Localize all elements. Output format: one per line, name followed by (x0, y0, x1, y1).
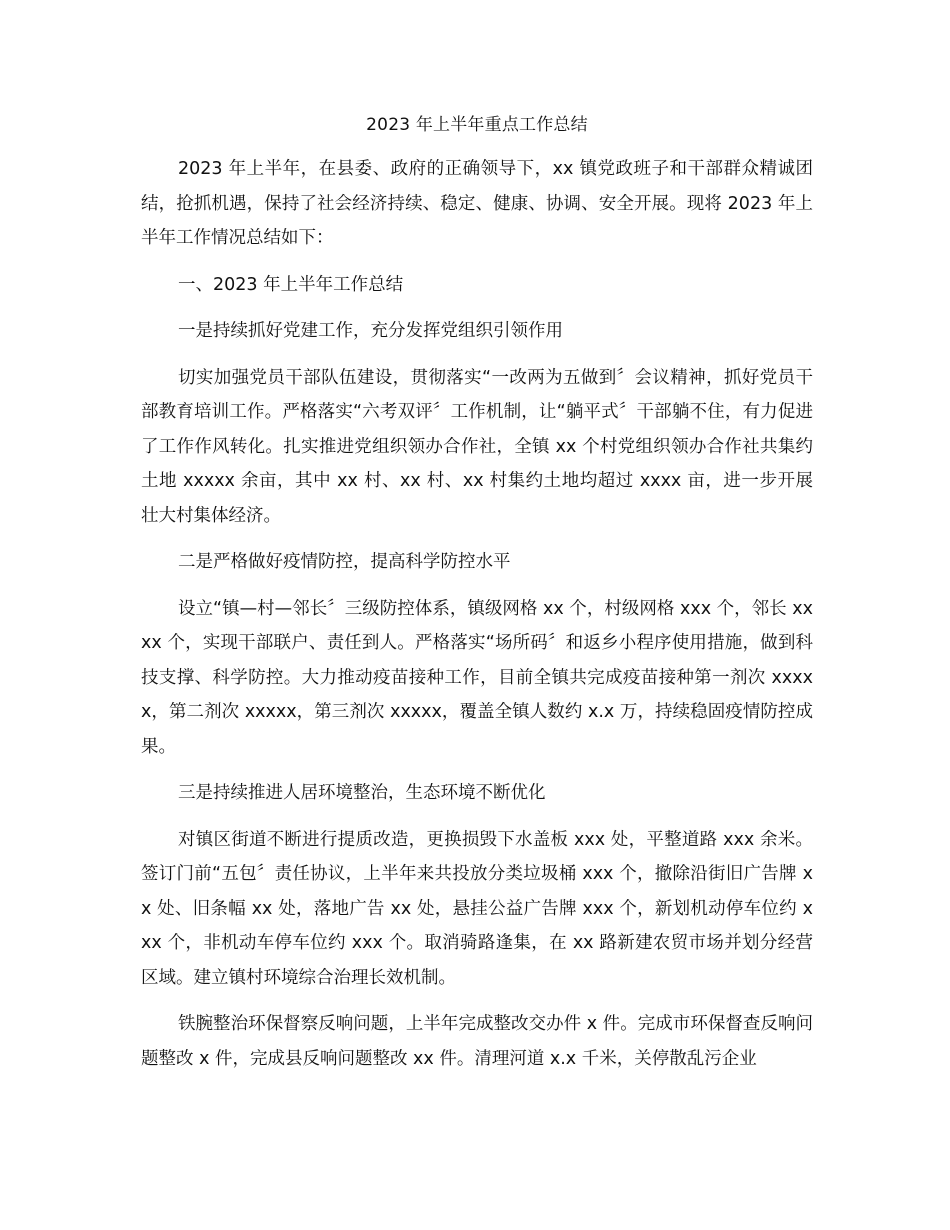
intro-paragraph: 2023 年上半年，在县委、政府的正确领导下，xx 镇党政班子和干部群众精诚团结，抢抓机遇，保持了社会经济持续、稳定、健康、协调、安全开展。现将 2023 年上半年工作情况总结如下： (141, 159, 813, 248)
subheading-environment: 三是持续推进人居环境整治，生态环境不断优化 (178, 783, 546, 803)
paragraph-environmental-rectification: 铁腕整治环保督察反响问题，上半年完成整改交办件 x 件。完成市环保督查反响问题整改 x 件，完成县反响问题整改 xx 件。清理河道 x.x 千米，关停散乱污企业 (141, 1014, 813, 1069)
section-heading-summary: 一、2023 年上半年工作总结 (178, 274, 404, 295)
document-title: 2023 年上半年重点工作总结 (366, 115, 588, 135)
subheading-epidemic-control: 二是严格做好疫情防控，提高科学防控水平 (178, 552, 511, 572)
subheading-party-building: 一是持续抓好党建工作，充分发挥党组织引领作用 (178, 321, 563, 341)
paragraph-street-renovation: 对镇区街道不断进行提质改造，更换损毁下水盖板 xxx 处，平整道路 xxx 余米。签订门前“五包〞责任协议，上半年来共投放分类垃圾桶 xxx 个，撤除沿街旧广告牌 xx 处、旧条幅 xx 处，落地广告 xx 处，悬挂公益广告牌 xxx 个，新划机动停车位约 xxx 个，非机动车停车位约 xxx 个。取消骑路逢集，在 xx 路新建农贸市场并划分经营区域。建立镇村环境综合治理长效机制。 (141, 829, 813, 988)
paragraph-epidemic-control: 设立“镇—村—邻长〞三级防控体系，镇级网格 xx 个，村级网格 xxx 个，邻长 xxxx 个，实现干部联户、责任到人。严格落实“场所码〞和返乡小程序使用措施，做到科技支撑、科学防控。大力推动疫苗接种工作，目前全镇共完成疫苗接种第一剂次 xxxxx，第二剂次 xxxxx，第三剂次 xxxxx，覆盖全镇人数约 x.x 万，持续稳固疫情防控成果。 (141, 598, 813, 757)
paragraph-party-building: 切实加强党员干部队伍建设，贯彻落实“一改两为五做到〞会议精神，抓好党员干部教育培训工作。严格落实“六考双评〞工作机制，让“躺平式〞干部躺不住，有力促进了工作作风转化。扎实推进党组织领办合作社，全镇 xx 个村党组织领办合作社共集约土地 xxxxx 余亩，其中 xx 村、xx 村、xx 村集约土地均超过 xxxx 亩，进一步开展壮大村集体经济。 (141, 367, 813, 526)
document-body (141, 108, 813, 1088)
